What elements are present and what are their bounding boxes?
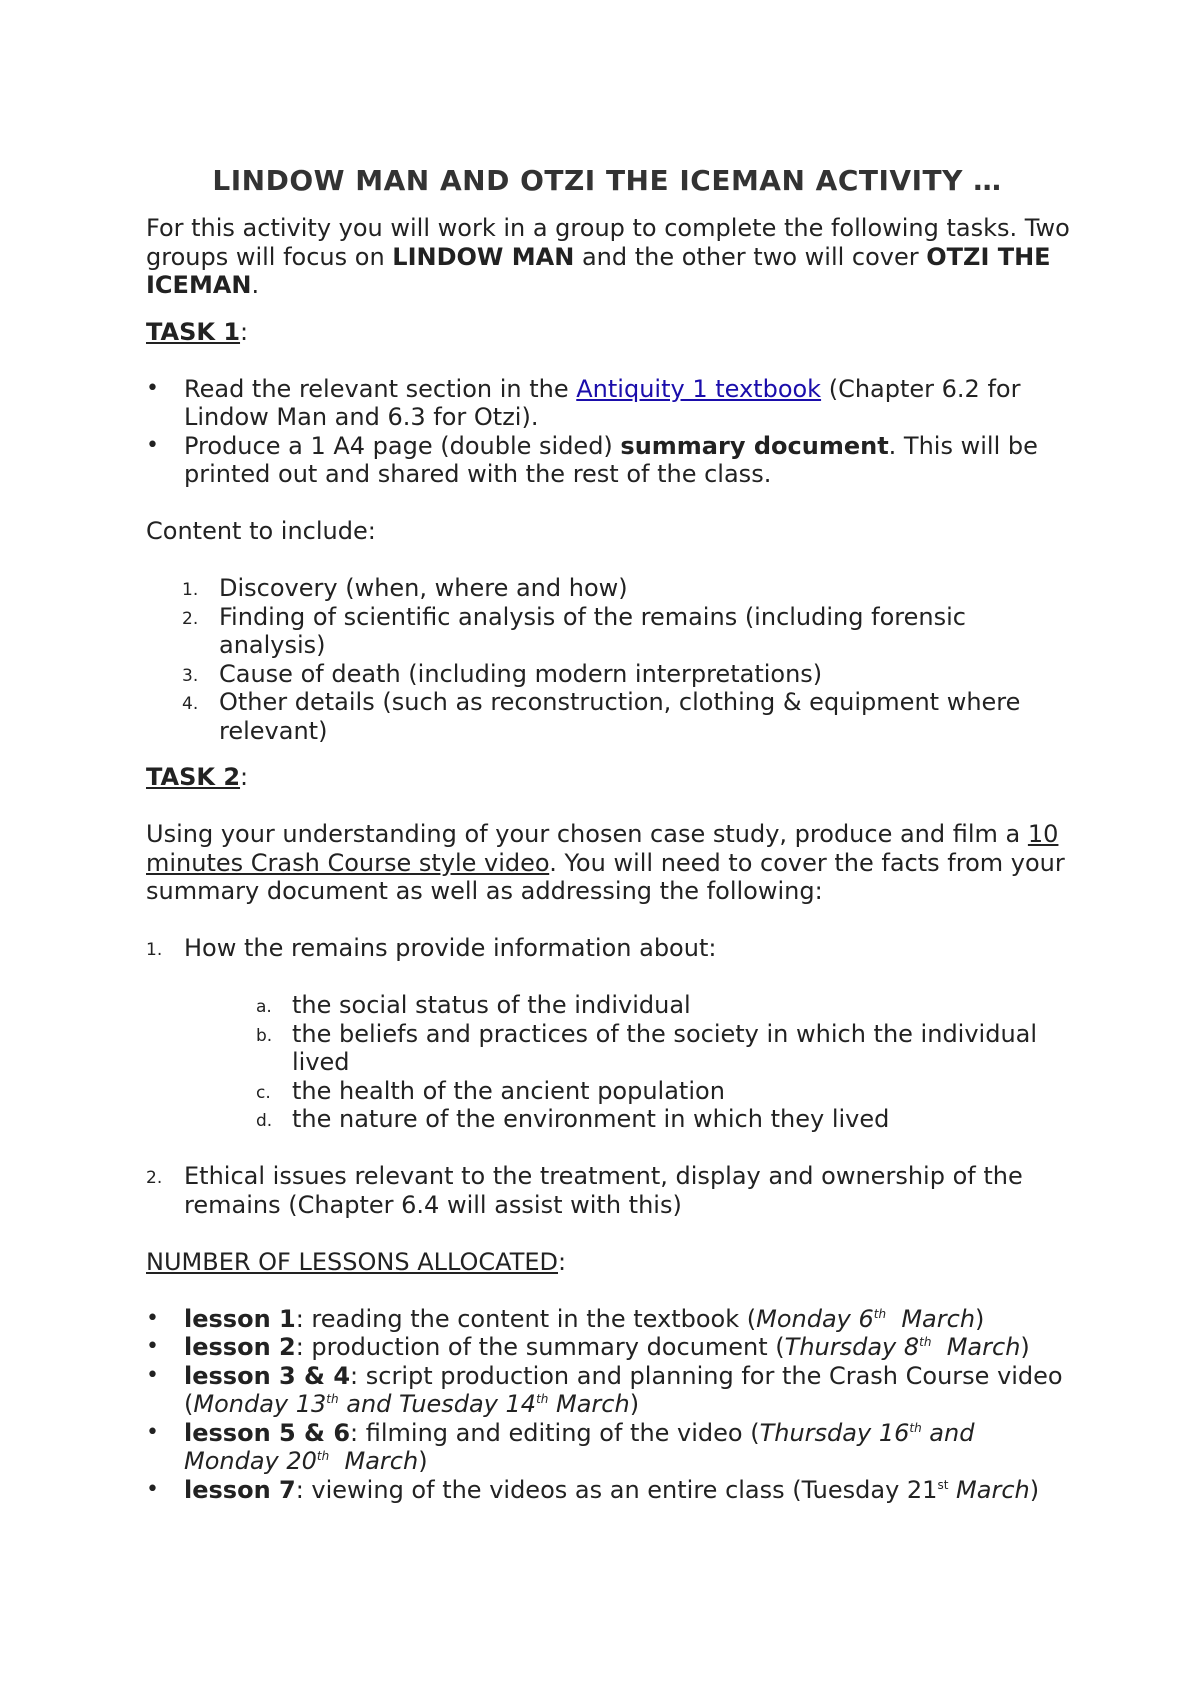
task2-sublist [146, 991, 1076, 1134]
list-item: 4. Other details (such as reconstruction, clothing & equipment where relevant) [182, 688, 1021, 745]
list-item: d. the nature of the environment in which they lived [256, 1105, 890, 1133]
otzi-bold: OTZI THE ICEMAN [146, 242, 1051, 299]
task1-list [146, 375, 1076, 489]
list-item: a. the social status of the individual [256, 991, 691, 1019]
task2-list [146, 934, 1076, 963]
list-item: b. the beliefs and practices of the society in which the individual lived [256, 1019, 1038, 1076]
task1-item-produce: • Produce a 1 A4 page (double sided) summary document. This will be printed out and shared with the rest of the class. [146, 432, 1076, 489]
list-item: 2. Ethical issues relevant to the treatment, display and ownership of the remains (Chapter 6.4 will assist with this) [146, 1162, 1023, 1219]
list-item: 1. Discovery (when, where and how) [182, 574, 628, 602]
lesson-2: • lesson 2: production of the summary document (Thursday 8th March) [146, 1333, 1076, 1362]
task1-heading: TASK 1: [146, 317, 249, 346]
content-label: Content to include: [146, 517, 376, 545]
list-item: 1. How the remains provide information about: [146, 934, 717, 962]
lesson-1: • lesson 1: reading the content in the textbook (Monday 6th March) [146, 1305, 1076, 1334]
task2-intro: Using your understanding of your chosen case study, produce and film a 10 minutes Crash Course style video. You will need to cover the facts from your summary document as well as addressing the following: [146, 820, 1065, 905]
lesson-3-4: • lesson 3 & 4: script production and planning for the Crash Course video (Monday 13th and Tuesday 14th March) [146, 1362, 1076, 1419]
list-item: 3. Cause of death (including modern interpretations) [182, 659, 823, 688]
task1-item-read: • Read the relevant section in the Antiquity 1 textbook (Chapter 6.2 for Lindow Man and 6.3 for Otzi). [146, 375, 1076, 432]
lesson-7: • lesson 7: viewing of the videos as an entire class (Tuesday 21st March) [146, 1476, 1076, 1505]
list-item: c. the health of the ancient population [256, 1076, 725, 1105]
document-page [146, 164, 1076, 1504]
content-list [146, 574, 1076, 745]
lesson-5-6: • lesson 5 & 6: filming and editing of the video (Thursday 16th and Monday 20th March) [146, 1419, 1076, 1476]
task2-list-continued [146, 1162, 1076, 1219]
lindow-man-bold: LINDOW MAN [392, 242, 575, 271]
task2-heading: TASK 2: [146, 763, 249, 791]
lessons-list [146, 1305, 1076, 1505]
document-title: LINDOW MAN AND OTZI THE ICEMAN ACTIVITY … [212, 164, 1002, 197]
antiquity-textbook-link[interactable]: Antiquity 1 textbook [576, 374, 822, 403]
intro-paragraph: For this activity you will work in a group to complete the following tasks. Two groups will focus on LINDOW MAN and the other two will cover OTZI THE ICEMAN. [146, 214, 1070, 299]
lessons-heading: NUMBER OF LESSONS ALLOCATED: [146, 1247, 567, 1276]
list-item: 2. Finding of scientific analysis of the remains (including forensic analysis) [182, 602, 966, 659]
